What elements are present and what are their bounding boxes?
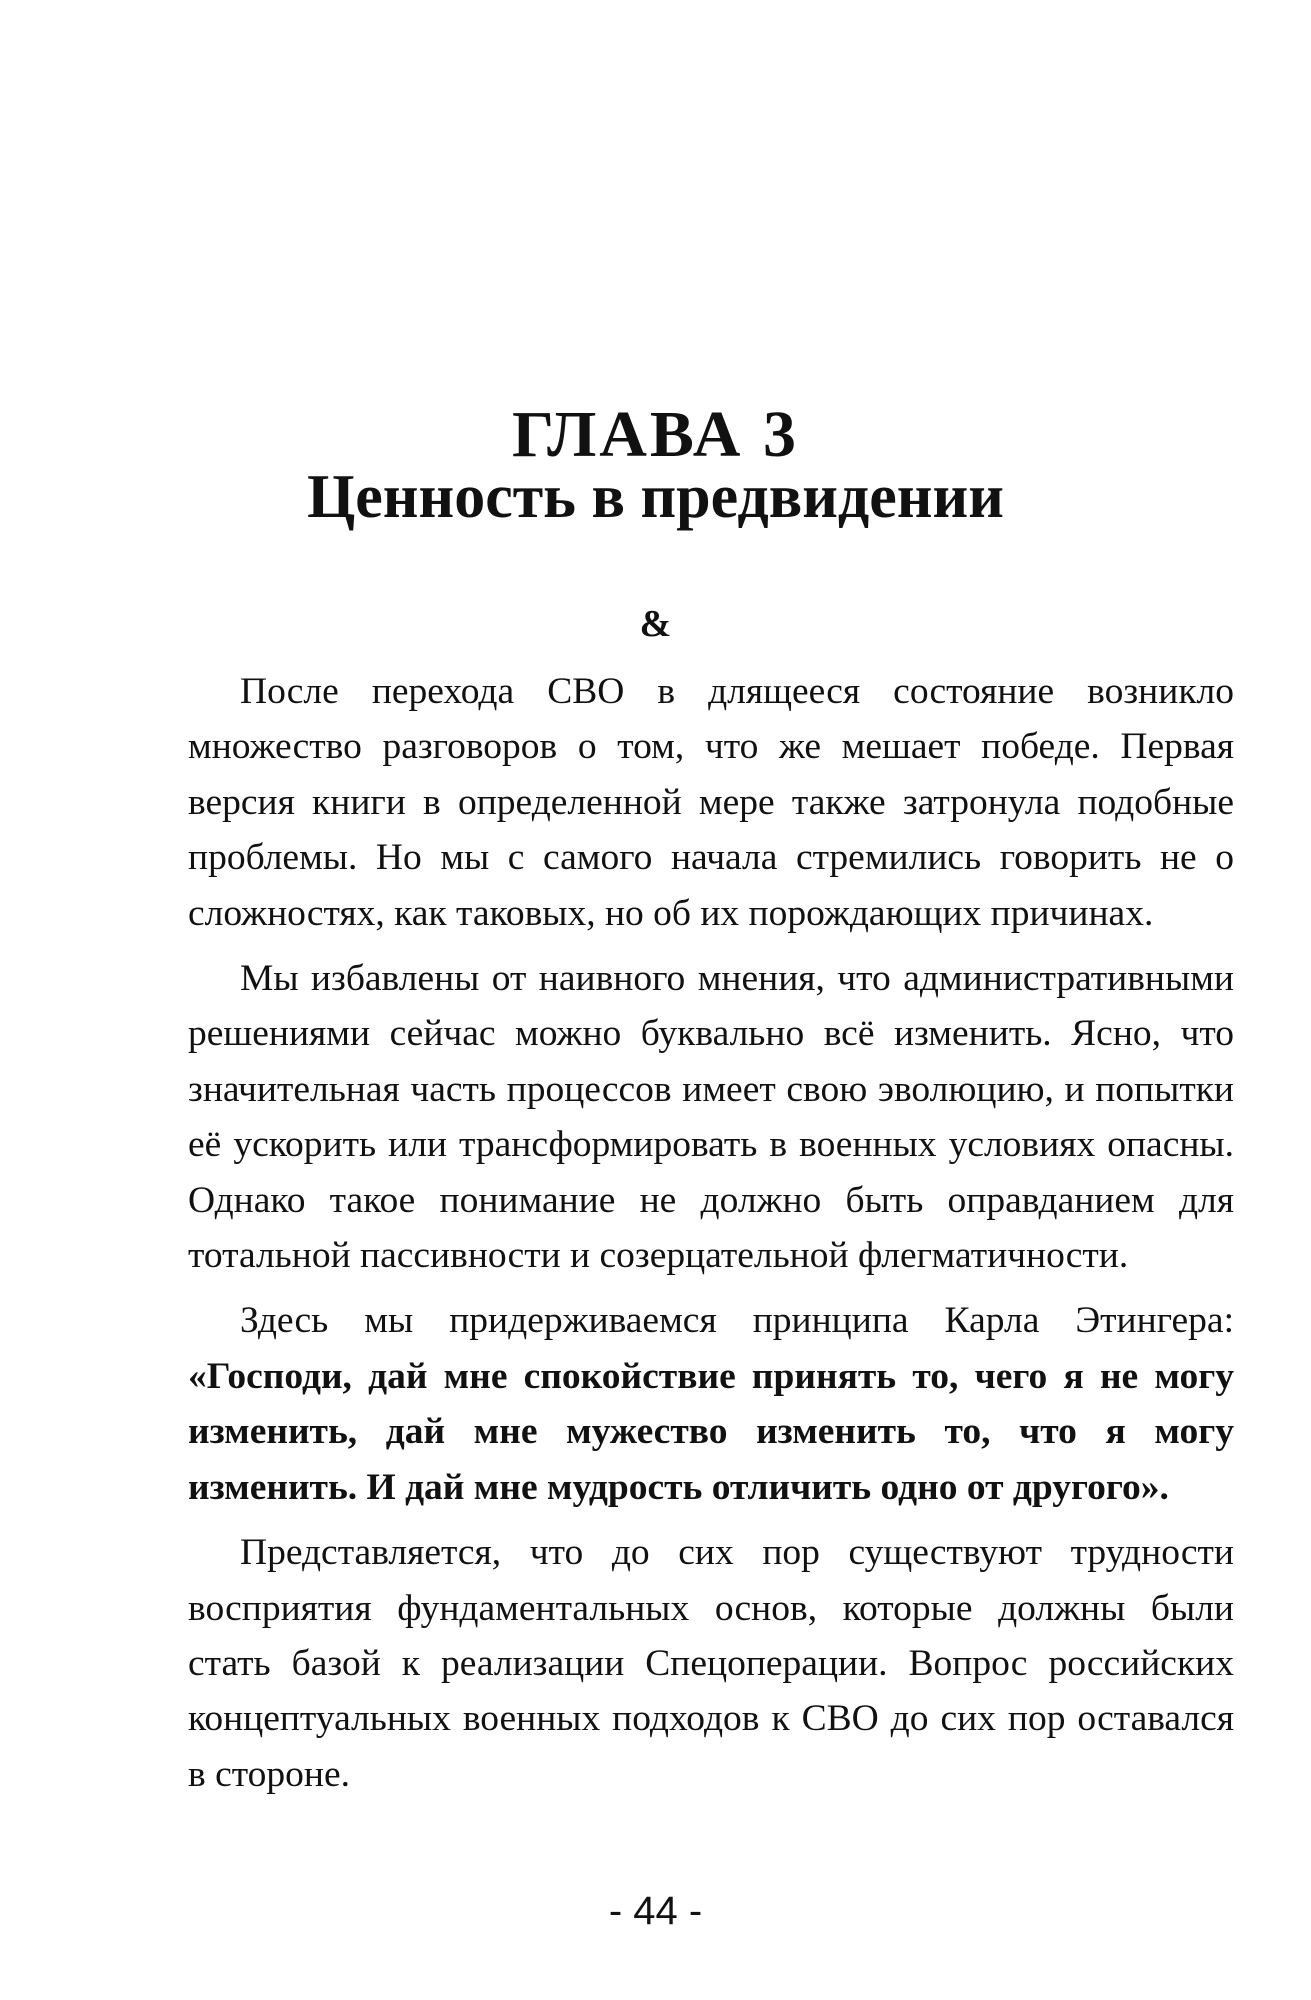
- paragraph-1: После перехода СВО в длящееся состояние возникло множество разговоров о том, что же мешает победе. Первая версия книги в определенной мере также затронула подобные проблемы. Но мы с самого начала стремились говорить не о сложностях, как таковых, но об их порождающих причинах.: [188, 671, 1234, 934]
- chapter-number: ГЛАВА 3: [512, 398, 799, 471]
- paragraph-2: Мы избавлены от наивного мнения, что административными решениями сейчас можно буквально всё изменить. Ясно, что значительная часть процессов имеет свою эволюцию, и попытки её ускорить или трансформировать в военных условиях опасны. Однако такое понимание не должно быть оправданием для тотальной пассивности и созерцательной флегматичности.: [188, 958, 1234, 1277]
- page-number: - 44 -: [608, 1889, 703, 1933]
- paragraph-3-intro: Здесь мы придерживаемся принципа Карла Этингера:: [240, 1300, 1234, 1342]
- paragraph-4: Представляется, что до сих пор существуют трудности восприятия фундаментальных основ, которые должны были стать базой к реализации Спецоперации. Вопрос российских концептуальных военных подходов к СВО до сих пор оставался в стороне.: [188, 1532, 1234, 1795]
- paragraph-3: [188, 1293, 1234, 1515]
- prayer-quote: «Господи, дай мне спокойствие принять то, чего я не могу изменить, дай мне мужество изменить то, что я могу изменить. И дай мне мудрость отличить одно от другого».: [188, 1355, 1234, 1508]
- chapter-title: Ценность в предвидении: [307, 463, 1004, 531]
- section-separator: &: [639, 603, 672, 645]
- body-text: [188, 664, 1234, 1812]
